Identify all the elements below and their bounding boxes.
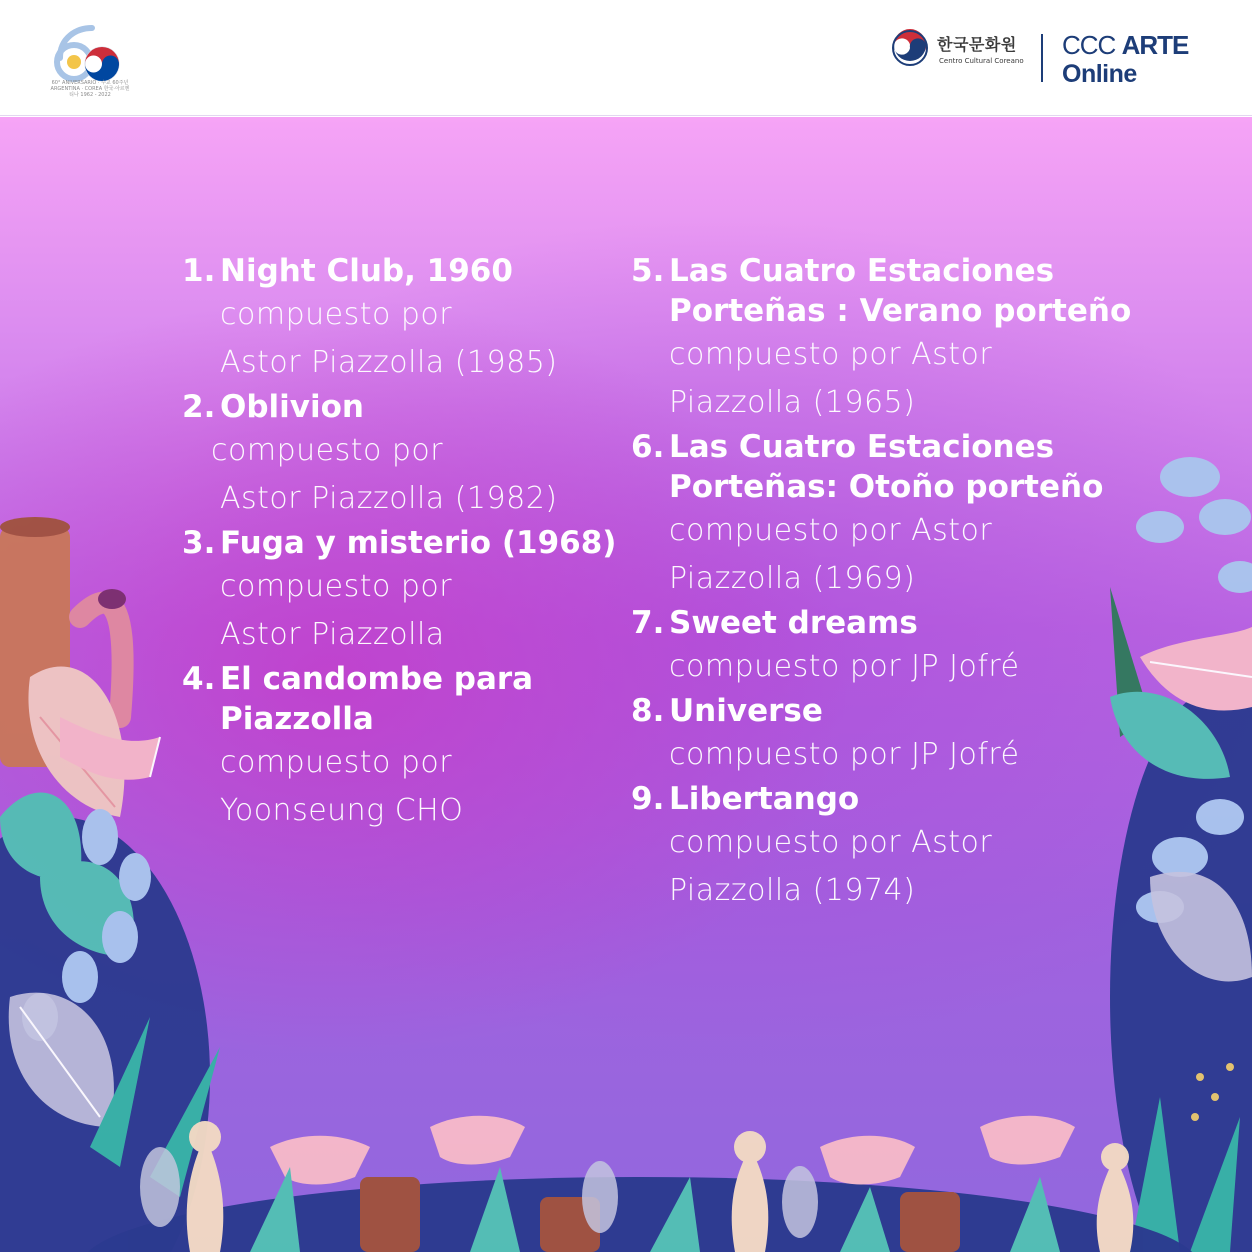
item-title-continued: Piazzolla: [220, 701, 374, 737]
program-item-8: [631, 691, 1151, 779]
item-composer-line: compuesto por JP Jofré: [669, 649, 1020, 684]
item-number: 4.: [182, 661, 216, 697]
item-composer-line: compuesto por: [220, 569, 453, 604]
program-item-3: [182, 523, 617, 659]
program-panel: [0, 117, 1252, 1252]
item-number: 9.: [631, 781, 665, 817]
item-composer-line: compuesto por: [220, 297, 453, 332]
item-composer-line: Piazzolla (1965): [669, 385, 916, 420]
program-item-1: [182, 251, 612, 387]
item-number: 8.: [631, 693, 665, 729]
item-composer-line: Astor Piazzolla: [220, 617, 445, 652]
item-composer-line: Piazzolla (1974): [669, 873, 916, 908]
program-item-6: [631, 427, 1151, 603]
item-title-continued: Porteñas: Otoño porteño: [669, 469, 1104, 505]
item-title: Oblivion: [220, 389, 364, 425]
taegeuk-emblem-icon: [891, 29, 929, 67]
item-title: Las Cuatro Estaciones: [669, 429, 1055, 465]
item-title: Night Club, 1960: [220, 253, 513, 289]
anniversary-caption: 60° ANIVERSARIO · 수교 60주년 ARGENTINA · COREA 한국·아르헨티나 1962 - 2022: [50, 80, 130, 98]
item-title-continued: Porteñas : Verano porteño: [669, 293, 1132, 329]
program-item-7: [631, 603, 1151, 691]
program-column-left: [182, 251, 617, 835]
item-number: 3.: [182, 525, 216, 561]
item-number: 1.: [182, 253, 216, 289]
program-item-5: [631, 251, 1151, 427]
item-number: 7.: [631, 605, 665, 641]
item-composer-line: Yoonseung CHO: [220, 793, 464, 828]
program-item-4: [182, 659, 612, 835]
header-divider: [1041, 34, 1043, 82]
header-bar: [0, 0, 1252, 116]
bottom-plants: [80, 1116, 1200, 1252]
item-composer-line: compuesto por: [220, 745, 453, 780]
item-composer-line: compuesto por Astor: [669, 513, 993, 548]
item-composer-line: Astor Piazzolla (1982): [220, 481, 558, 516]
institute-name-spanish: Centro Cultural Coreano: [939, 57, 1024, 65]
item-title: Universe: [669, 693, 823, 729]
institute-name-korean: 한국문화원: [937, 35, 1017, 54]
item-title: Las Cuatro Estaciones: [669, 253, 1055, 289]
ccc-arte-online-logo: [1062, 30, 1188, 88]
item-composer-line: compuesto por Astor: [669, 337, 993, 372]
program-item-2: [182, 387, 612, 523]
item-title: Fuga y misterio (1968): [220, 525, 617, 561]
item-composer-line: compuesto por: [211, 433, 444, 468]
item-composer-line: Astor Piazzolla (1985): [220, 345, 558, 380]
item-number: 5.: [631, 253, 665, 289]
item-title: Libertango: [669, 781, 860, 817]
item-title: El candombe para: [220, 661, 534, 697]
item-composer-line: compuesto por JP Jofré: [669, 737, 1020, 772]
item-number: 6.: [631, 429, 665, 465]
brand-arte: ARTE: [1121, 30, 1189, 60]
item-composer-line: Piazzolla (1969): [669, 561, 916, 596]
brand-ccc: CCC: [1062, 30, 1116, 60]
item-title: Sweet dreams: [669, 605, 918, 641]
item-composer-line: compuesto por Astor: [669, 825, 993, 860]
program-column-right: [631, 251, 1151, 915]
item-number: 2.: [182, 389, 216, 425]
program-item-9: [631, 779, 1151, 915]
brand-online: Online: [1062, 60, 1137, 88]
